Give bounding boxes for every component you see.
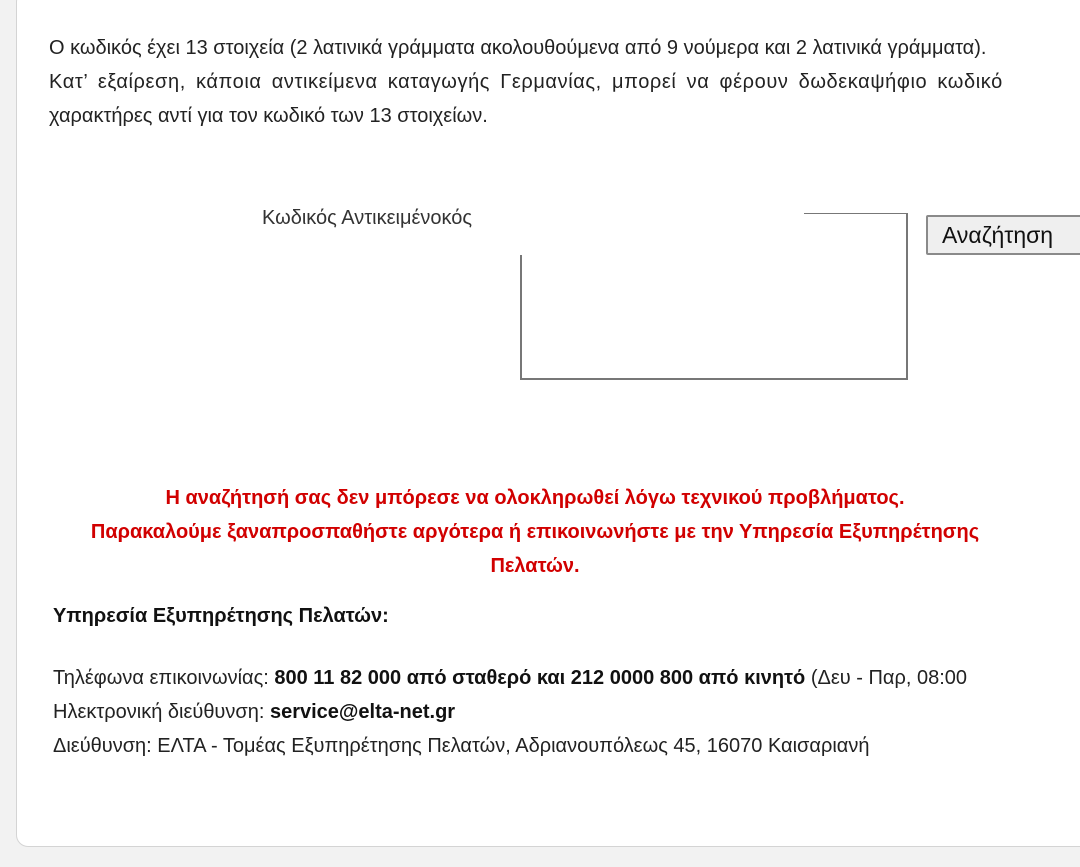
- intro-line-1: Ο κωδικός έχει 13 στοιχεία (2 λατινικά γράμματα ακολουθούμενα από 9 νούμερα και 2 λατινικά γράμματα).: [49, 37, 987, 59]
- search-button[interactable]: Αναζήτηση: [926, 215, 1080, 255]
- input-border-left: [520, 255, 522, 380]
- intro-line-3: χαρακτήρες αντί για τον κωδικό των 13 στοιχείων.: [49, 105, 488, 127]
- email-label: Ηλεκτρονική διεύθυνση:: [53, 701, 270, 723]
- address-row: Διεύθυνση: ΕΛΤΑ - Τομέας Εξυπηρέτησης Πελατών, Αδριανουπόλεως 45, 16070 Καισαριανή: [53, 735, 870, 757]
- email-row: [53, 695, 967, 729]
- input-border-right: [906, 213, 908, 380]
- input-border-top: [804, 213, 908, 214]
- tracking-code-info: [49, 31, 1080, 133]
- error-line-2: Παρακαλούμε ξαναπροσπαθήστε αργότερα ή επικοινωνήστε με την Υπηρεσία Εξυπηρέτησης: [90, 521, 980, 543]
- content-panel: [16, 0, 1080, 847]
- tracking-code-input[interactable]: [520, 213, 908, 380]
- error-line-3: Πελατών.: [490, 555, 580, 577]
- error-line-1: Η αναζήτησή σας δεν μπόρεσε να ολοκληρωθεί λόγω τεχνικού προβλήματος.: [165, 487, 905, 509]
- error-message: [51, 481, 1019, 583]
- contact-details: [53, 661, 967, 763]
- email-value: service@elta-net.gr: [269, 701, 456, 723]
- phones-row: [53, 661, 967, 695]
- phones-value: 800 11 82 000 από σταθερό και 212 0000 800 από κινητό: [274, 667, 806, 689]
- phones-label: Τηλέφωνα επικοινωνίας:: [53, 667, 275, 689]
- tracking-code-label: Κωδικός Αντικειμένοκός: [262, 207, 473, 229]
- phones-hours: (Δευ - Παρ, 08:00: [805, 667, 968, 689]
- intro-line-2: Κατ’ εξαίρεση, κάποια αντικείμενα καταγωγής Γερμανίας, μπορεί να φέρουν δωδεκαψήφιο κωδικό: [49, 71, 1003, 93]
- customer-service-title: Υπηρεσία Εξυπηρέτησης Πελατών:: [53, 605, 389, 627]
- input-border-bottom: [520, 378, 908, 380]
